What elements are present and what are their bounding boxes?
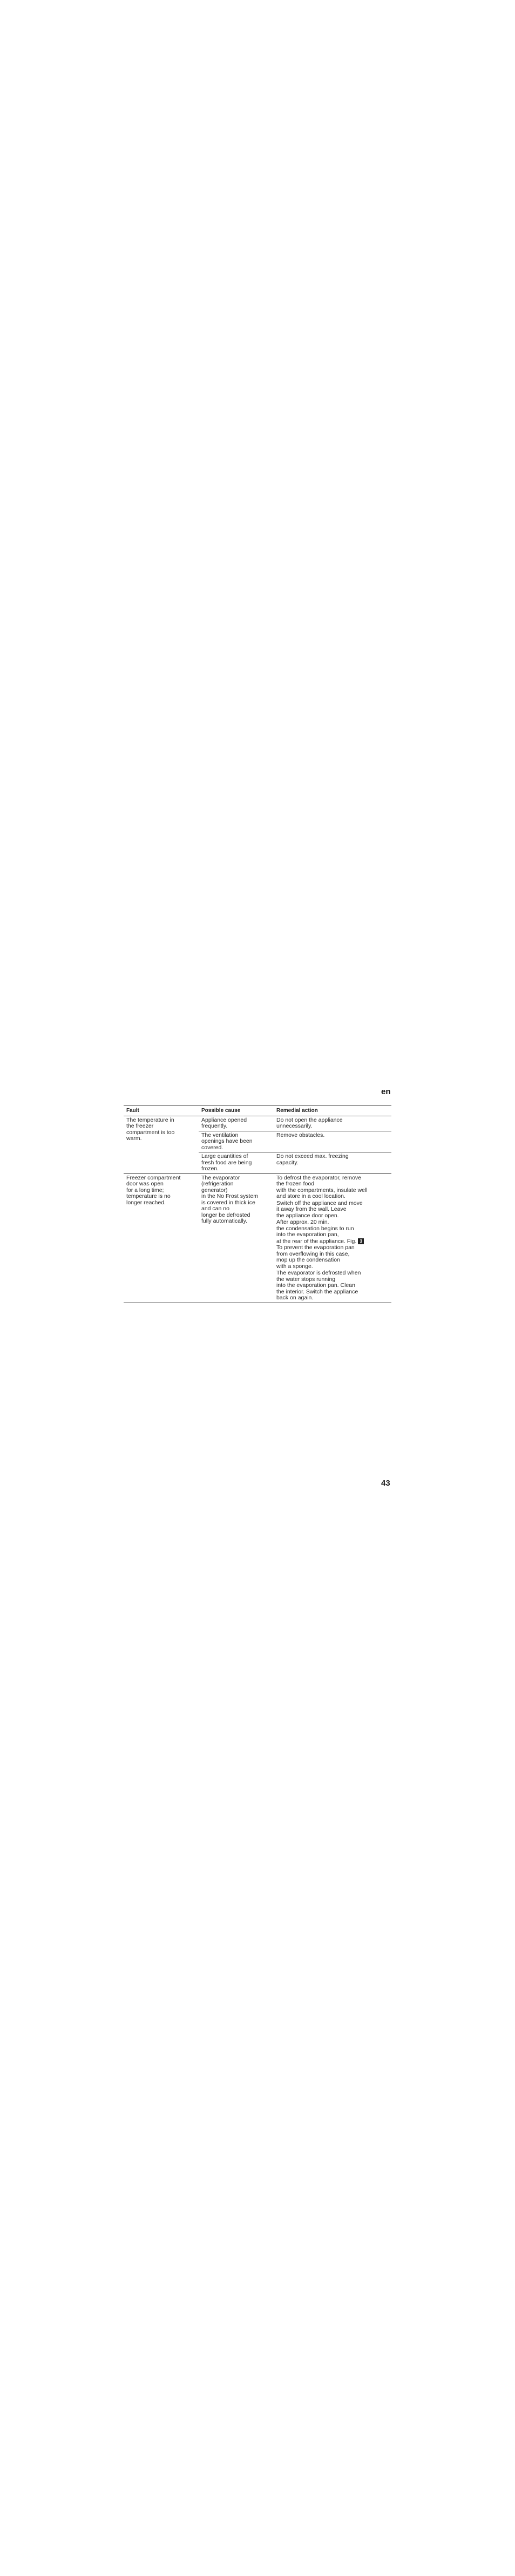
table-header-row xyxy=(124,1105,391,1116)
cause-cell xyxy=(199,1131,274,1152)
header-remedial-action: Remedial action xyxy=(274,1105,391,1116)
fault-cell xyxy=(124,1116,199,1174)
action-line: into the evaporation pan. Clean xyxy=(276,1282,355,1289)
action-line: the interior. Switch the appliance xyxy=(276,1288,358,1295)
table-row xyxy=(124,1174,391,1303)
fig-reference-text: at the rear of the appliance. Fig. xyxy=(276,1237,357,1244)
action-line xyxy=(276,1238,388,1245)
cause-line: Appliance opened xyxy=(201,1116,247,1123)
action-line: the water stops running xyxy=(276,1276,336,1283)
page-number: 43 xyxy=(381,1479,390,1488)
fault-line: temperature is no xyxy=(126,1193,171,1199)
fault-line: for a long time; xyxy=(126,1186,164,1193)
header-possible-cause: Possible cause xyxy=(199,1105,274,1116)
cause-cell xyxy=(199,1152,274,1174)
action-line: To prevent the evaporation pan xyxy=(276,1244,355,1251)
action-line: and store in a cool location. xyxy=(276,1193,345,1199)
table-row xyxy=(124,1116,391,1131)
fault-line: warm. xyxy=(126,1135,142,1142)
action-line: The evaporator is defrosted when xyxy=(276,1270,361,1277)
cause-line: frequently. xyxy=(201,1123,228,1129)
action-line: the frozen food xyxy=(276,1181,315,1187)
cause-line: The evaporator xyxy=(201,1174,240,1181)
fault-line: door was open xyxy=(126,1181,164,1187)
action-line: into the evaporation pan, xyxy=(276,1231,339,1238)
cause-line: The ventilation xyxy=(201,1131,239,1138)
action-line: Remove obstacles. xyxy=(276,1131,325,1138)
cause-line: fresh food are being xyxy=(201,1159,252,1166)
cause-line: fully automatically. xyxy=(201,1218,248,1224)
cause-line: covered. xyxy=(201,1144,223,1151)
action-line: the appliance door open. xyxy=(276,1212,339,1219)
cause-line: in the No Frost system xyxy=(201,1193,259,1199)
cause-line: openings have been xyxy=(201,1138,253,1144)
cause-line: is covered in thick ice xyxy=(201,1199,255,1206)
cause-line: frozen. xyxy=(201,1165,219,1172)
action-line: the condensation begins to run xyxy=(276,1225,354,1232)
cause-line: longer be defrosted xyxy=(201,1211,250,1218)
cause-cell xyxy=(199,1174,274,1303)
action-cell xyxy=(274,1116,391,1131)
figure-number-badge: 3 xyxy=(358,1238,364,1244)
action-line: with the compartments, insulate well xyxy=(276,1186,368,1193)
cause-cell xyxy=(199,1116,274,1131)
fault-line: longer reached. xyxy=(126,1199,166,1206)
fault-line: Freezer compartment xyxy=(126,1174,181,1181)
action-line: Do not open the appliance xyxy=(276,1116,343,1123)
action-line: mop up the condensation xyxy=(276,1257,340,1264)
action-line: from overflowing in this case, xyxy=(276,1250,350,1257)
action-line: back on again. xyxy=(276,1294,314,1302)
action-cell xyxy=(274,1174,391,1303)
fault-line: compartment is too xyxy=(126,1129,175,1136)
action-line: capacity. xyxy=(276,1159,299,1166)
cause-line: and can no xyxy=(201,1205,229,1212)
cause-line: generator) xyxy=(201,1186,228,1193)
cause-line: (refrigeration xyxy=(201,1181,234,1187)
fault-line: the freezer xyxy=(126,1123,154,1129)
action-line: it away from the wall. Leave xyxy=(276,1206,347,1212)
fault-line: The temperature in xyxy=(126,1116,174,1123)
action-line: After approx. 20 min. xyxy=(276,1219,329,1225)
action-line: Switch off the appliance and move xyxy=(276,1199,363,1206)
header-fault: Fault xyxy=(124,1105,199,1116)
action-line: with a sponge. xyxy=(276,1263,313,1270)
troubleshooting-table xyxy=(124,1105,391,1303)
cause-line: Large quantities of xyxy=(201,1153,248,1159)
action-cell xyxy=(274,1131,391,1152)
fault-cell xyxy=(124,1174,199,1303)
action-line: Do not exceed max. freezing xyxy=(276,1153,349,1159)
action-cell xyxy=(274,1152,391,1174)
action-line: unnecessarily. xyxy=(276,1123,313,1129)
action-line: To defrost the evaporator, remove xyxy=(276,1174,362,1181)
language-tag: en xyxy=(381,1087,391,1096)
